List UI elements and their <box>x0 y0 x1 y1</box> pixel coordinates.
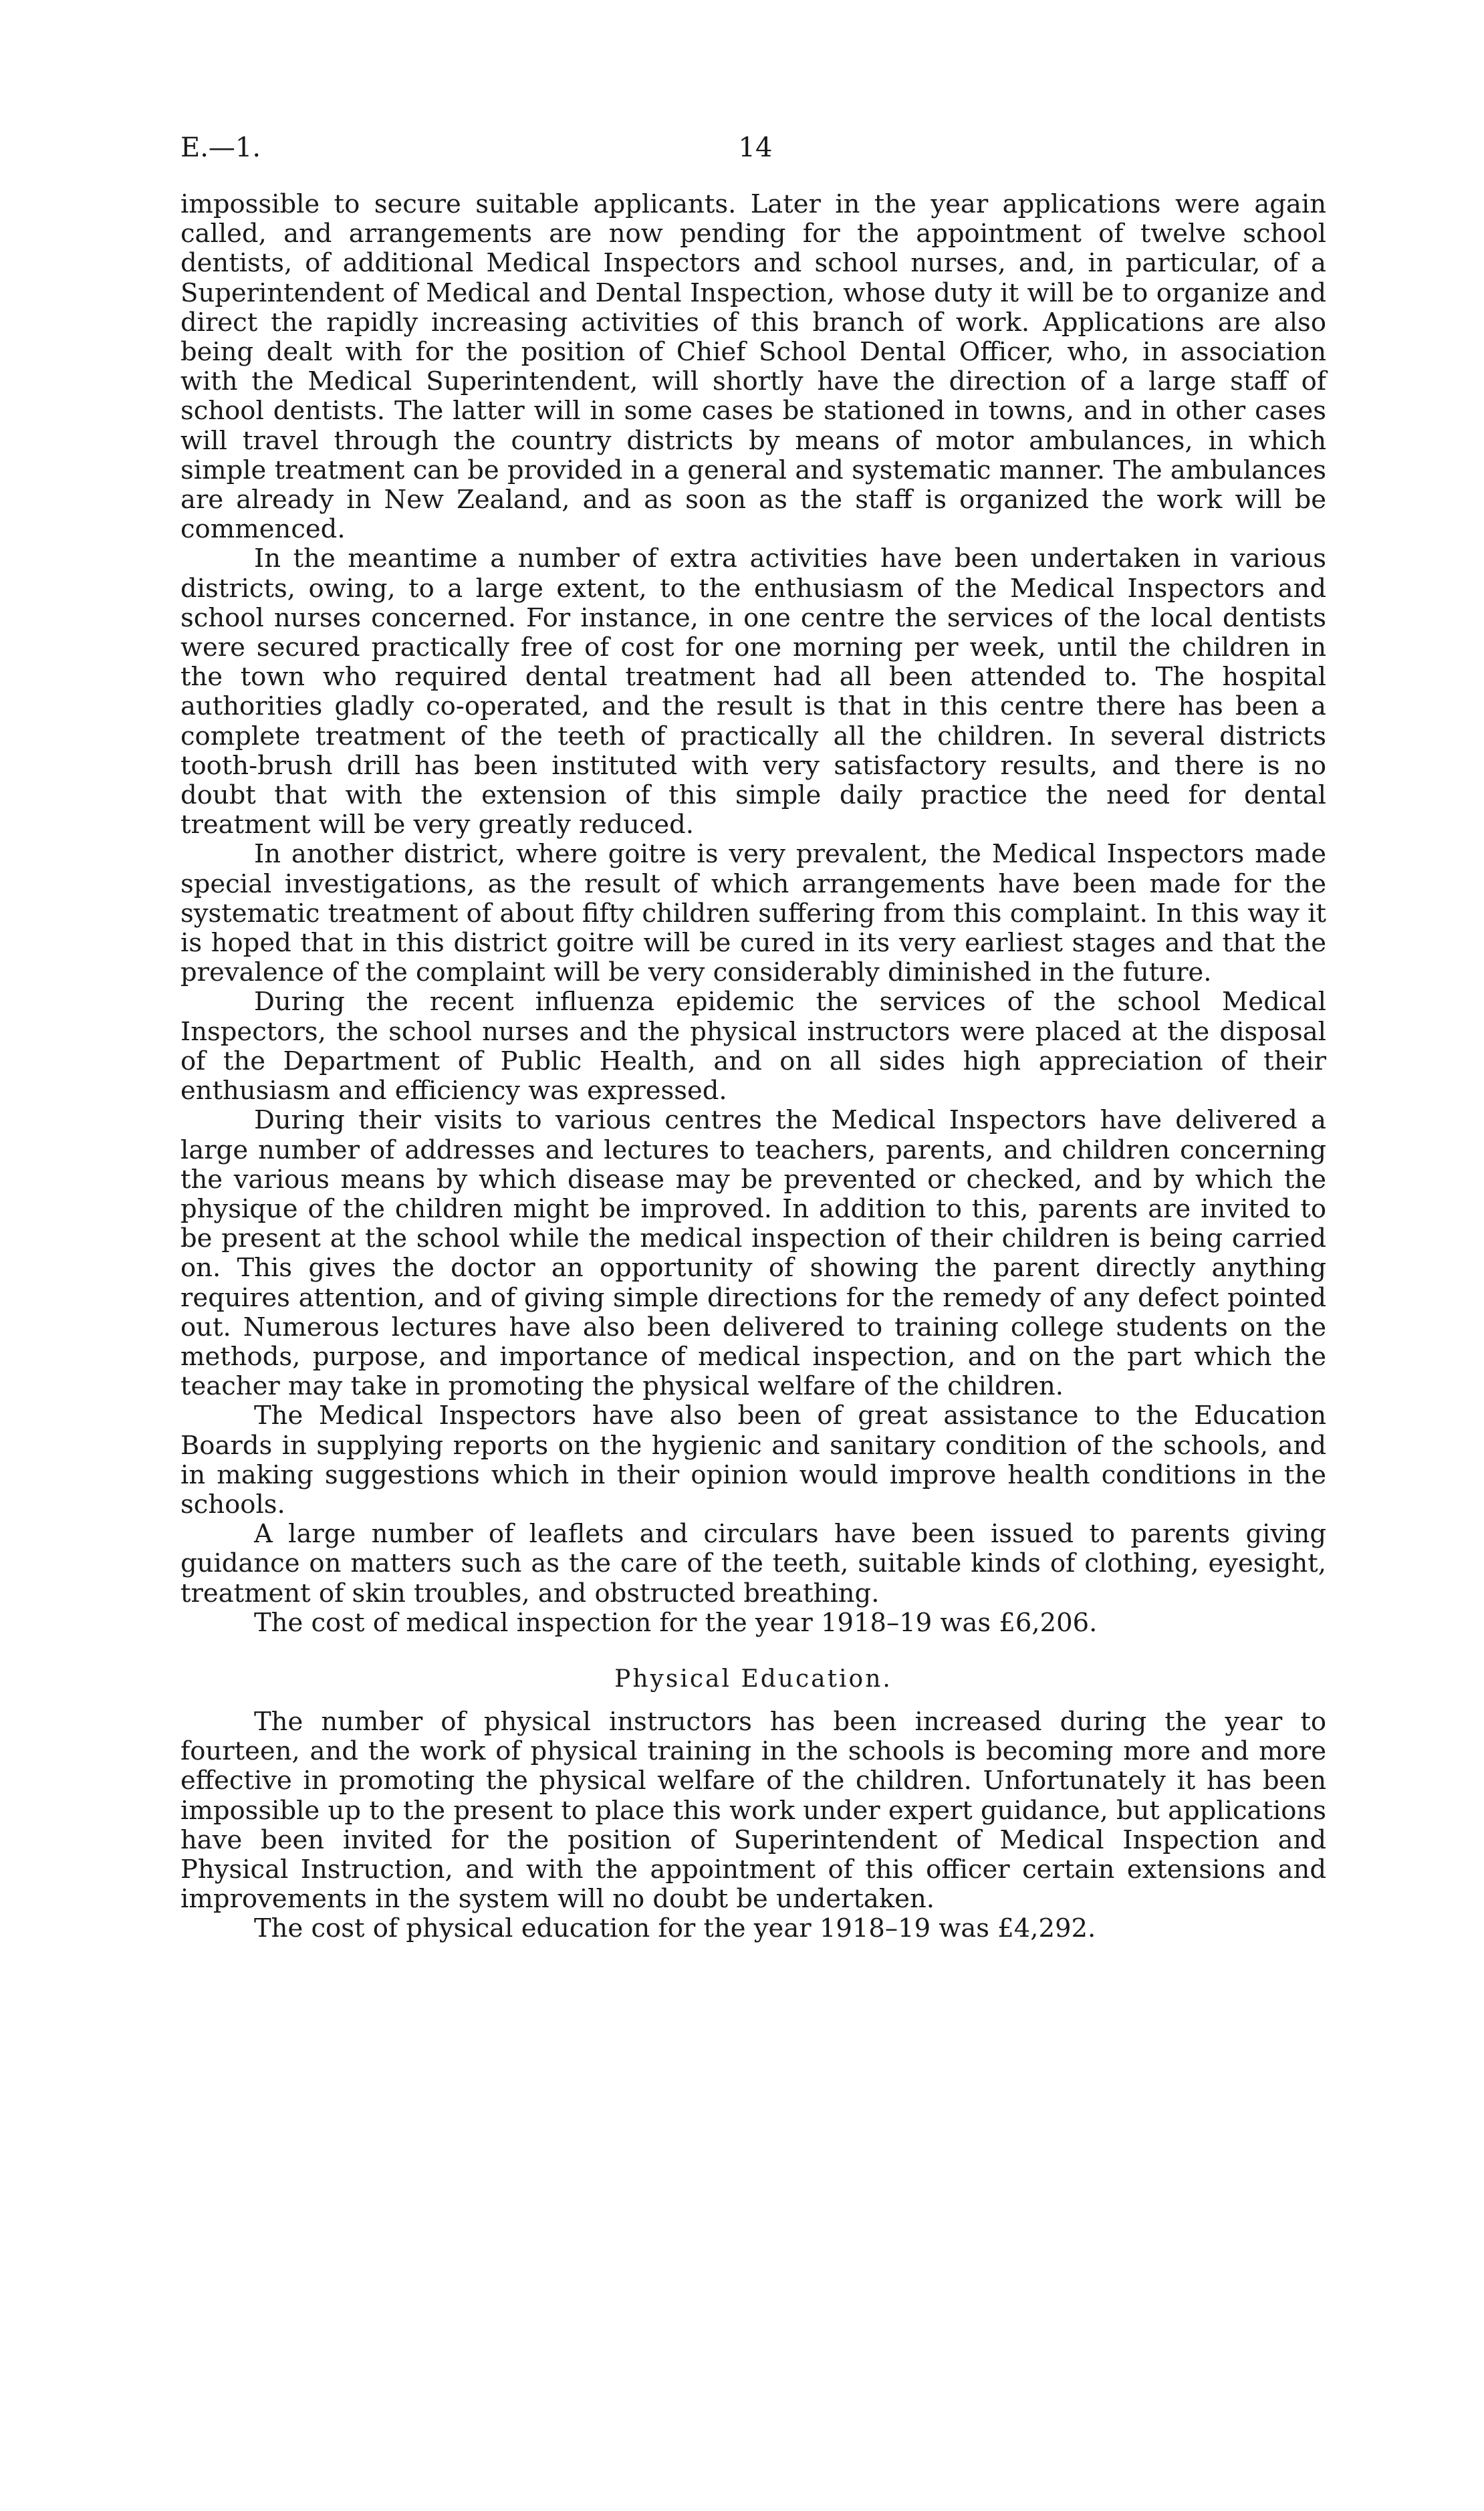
document-reference: E.—1. <box>180 132 261 163</box>
paragraph: During the recent influenza epidemic the services of the school Medical Inspectors, the school nurses and the physical instructors were placed at the disposal of the Department of Public Health, and on all sides high appreciation of their enthusiasm and efficiency was expressed. <box>180 987 1326 1106</box>
paragraph: During their visits to various centres the Medical Inspectors have delivered a large number of addresses and lectures to teachers, parents, and children concerning the various means by which disease may be prevented or checked, and by which the physique of the children might be improved. In addition to this, parents are invited to be present at the school while the medical inspection of their children is being carried on. This gives the doctor an opportunity of showing the parent directly anything requires attention, and of giving simple directions for the remedy of any defect pointed out. Numerous lectures have also been delivered to training college students on the methods, purpose, and importance of medical inspection, and on the part which the teacher may take in promoting the physical welfare of the children. <box>180 1105 1326 1402</box>
paragraph: The Medical Inspectors have also been of great assistance to the Education Boards in supplying reports on the hygienic and sanitary condition of the schools, and in making suggestions which in their opinion would improve health conditions in the schools. <box>180 1401 1326 1520</box>
section-heading: Physical Education. <box>614 1665 892 1693</box>
paragraph: The cost of physical education for the year 1918–19 was £4,292. <box>254 1913 1096 1944</box>
page-number: 14 <box>738 132 773 163</box>
paragraph: The number of physical instructors has been increased during the year to fourteen, and the work of physical training in the schools is becoming more and more effective in promoting the physical welfare of the children. Unfortunately it has been impossible up to the present to place this work under expert guidance, but applications have been invited for the position of Superintendent of Medical Inspection and Physical Instruction, and with the appointment of this officer certain extensions and improvements in the system will no doubt be undertaken. <box>180 1706 1326 1915</box>
paragraph: In the meantime a number of extra activities have been undertaken in various districts, owing, to a large extent, to the enthusiasm of the Medical Inspectors and school nurses concerned. For instance, in one centre the services of the local dentists were secured practically free of cost for one morning per week, until the children in the town who required dental treatment had all been attended to. The hospital authorities gladly co-operated, and the result is that in this centre there has been a complete treatment of the teeth of practically all the children. In several districts tooth-brush drill has been instituted with very satisfactory results, and there is no doubt that with the extension of this simple daily practice the need for dental treatment will be very greatly reduced. <box>180 544 1326 840</box>
paragraph: In another district, where goitre is very prevalent, the Medical Inspectors made special investigations, as the result of which arrangements have been made for the systematic treatment of about fifty children suffering from this complaint. In this way it is hoped that in this district goitre will be cured in its very earliest stages and that the prevalence of the complaint will be very considerably diminished in the future. <box>180 839 1326 988</box>
paragraph: A large number of leaflets and circulars have been issued to parents giving guidance on matters such as the care of the teeth, suitable kinds of clothing, eyesight, treatment of skin troubles, and obstructed breathing. <box>180 1519 1326 1608</box>
paragraph: The cost of medical inspection for the year 1918–19 was £6,206. <box>254 1607 1098 1638</box>
paragraph-continued: impossible to secure suitable applicants. Later in the year applications were again called, and arrangements are now pending for the appointment of twelve school dentists, of additional Medical Inspectors and school nurses, and, in particular, of a Superintendent of Medical and Dental Inspection, whose duty it will be to organize and direct the rapidly increasing activities of this branch of work. Applications are also being dealt with for the position of Chief School Dental Officer, who, in association with the Medical Superintendent, will shortly have the direction of a large staff of school dentists. The latter will in some cases be stationed in towns, and in other cases will travel through the country districts by means of motor ambulances, in which simple treatment can be provided in a general and systematic manner. The ambulances are already in New Zealand, and as soon as the staff is organized the work will be commenced. <box>180 189 1326 545</box>
body-text <box>180 190 1326 1944</box>
page-header <box>180 132 1330 172</box>
